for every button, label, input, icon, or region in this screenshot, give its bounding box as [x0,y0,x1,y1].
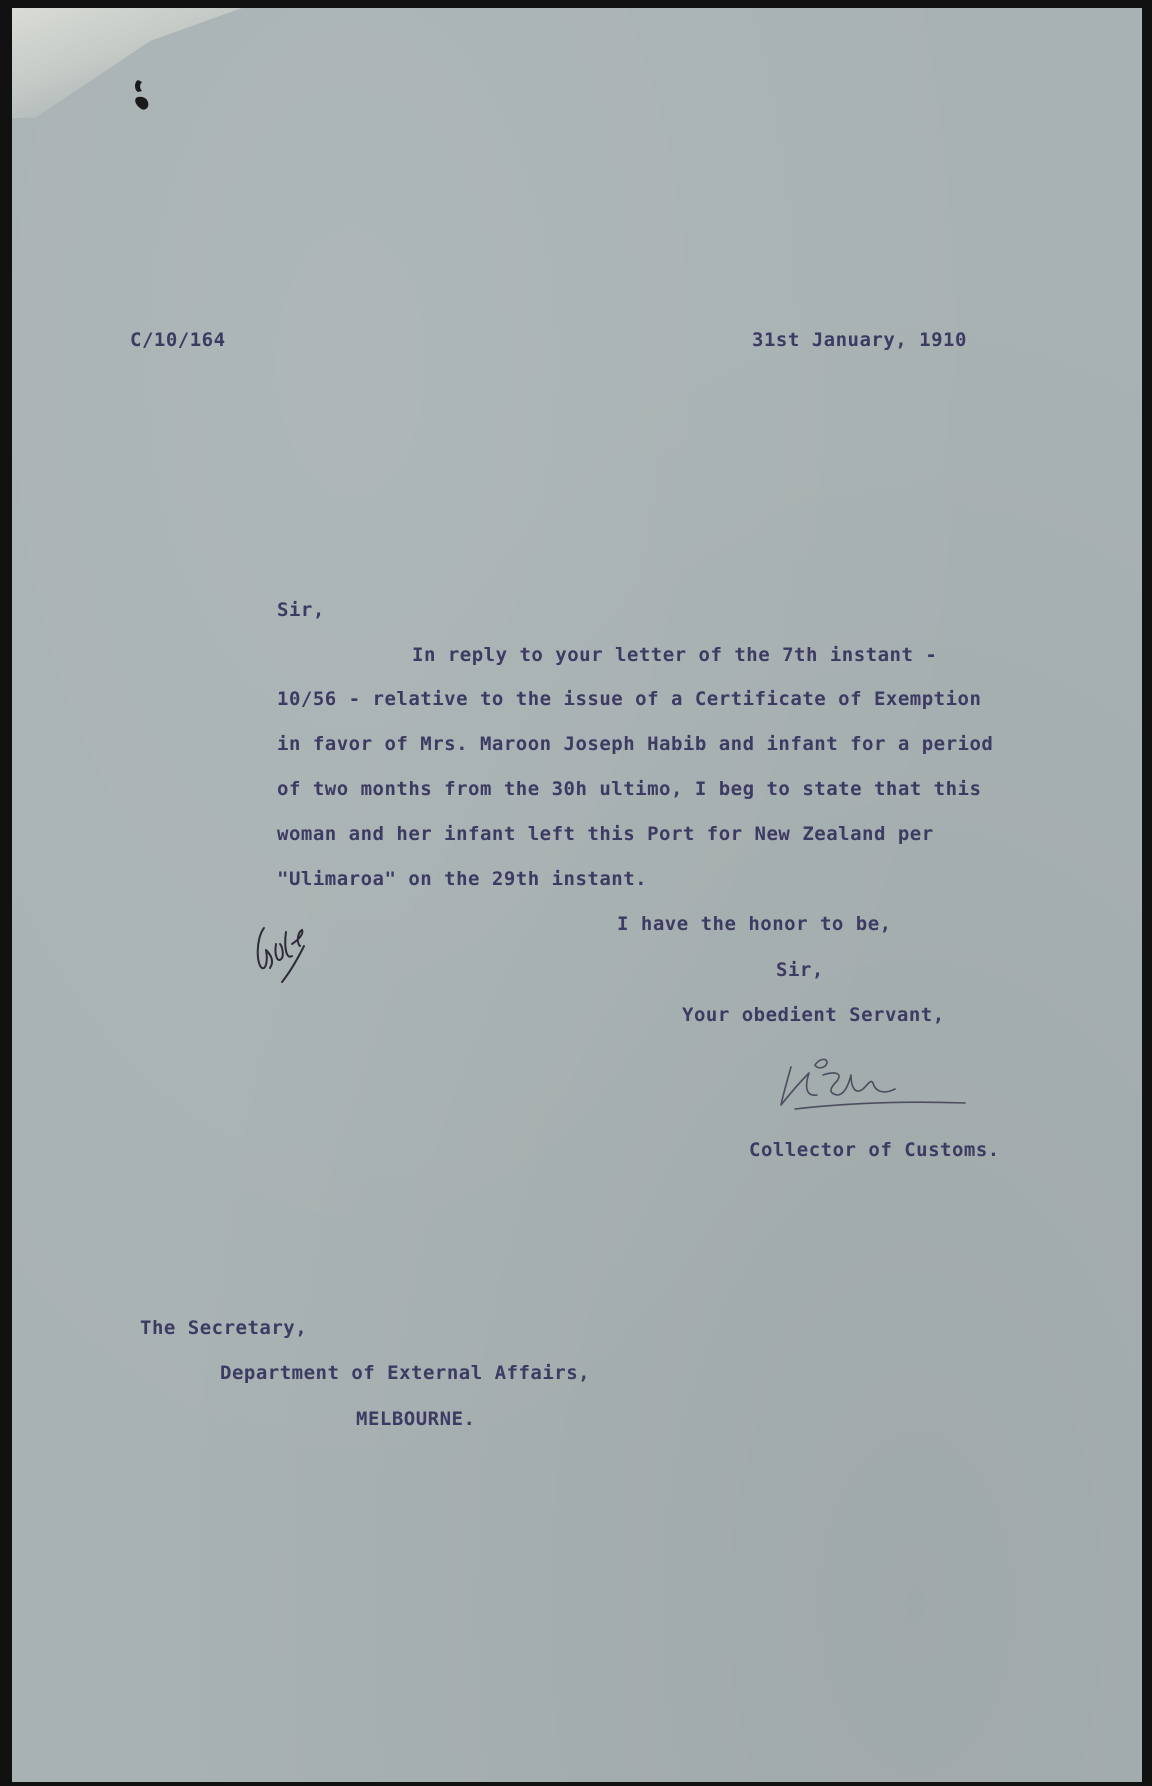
body-line: In reply to your letter of the 7th instant - [412,644,938,666]
reference-number: C/10/164 [130,329,226,351]
punch-hole-mark [132,78,158,118]
body-line: "Ulimaroa" on the 29th instant. [277,868,648,890]
body-line: of two months from the 30h ultimo, I beg to state that this [277,778,982,800]
margin-initials [252,910,312,990]
closing-line: Your obedient Servant, [682,1004,945,1026]
addressee-line: Department of External Affairs, [220,1362,591,1384]
body-line: 10/56 - relative to the issue of a Certificate of Exemption [277,688,982,710]
body-line: in favor of Mrs. Maroon Joseph Habib and infant for a period [277,733,994,755]
addressee-line: The Secretary, [140,1317,308,1339]
closing-line: Sir, [776,959,824,981]
closing-line: I have the honor to be, [617,913,892,935]
body-line: woman and her infant left this Port for New Zealand per [277,823,934,845]
signatory-title: Collector of Customs. [749,1139,1000,1161]
salutation: Sir, [277,599,325,621]
letter-date: 31st January, 1910 [752,329,967,351]
addressee-line: MELBOURNE. [356,1408,476,1430]
paper-sheet [12,8,1142,1782]
signature [765,1045,975,1125]
